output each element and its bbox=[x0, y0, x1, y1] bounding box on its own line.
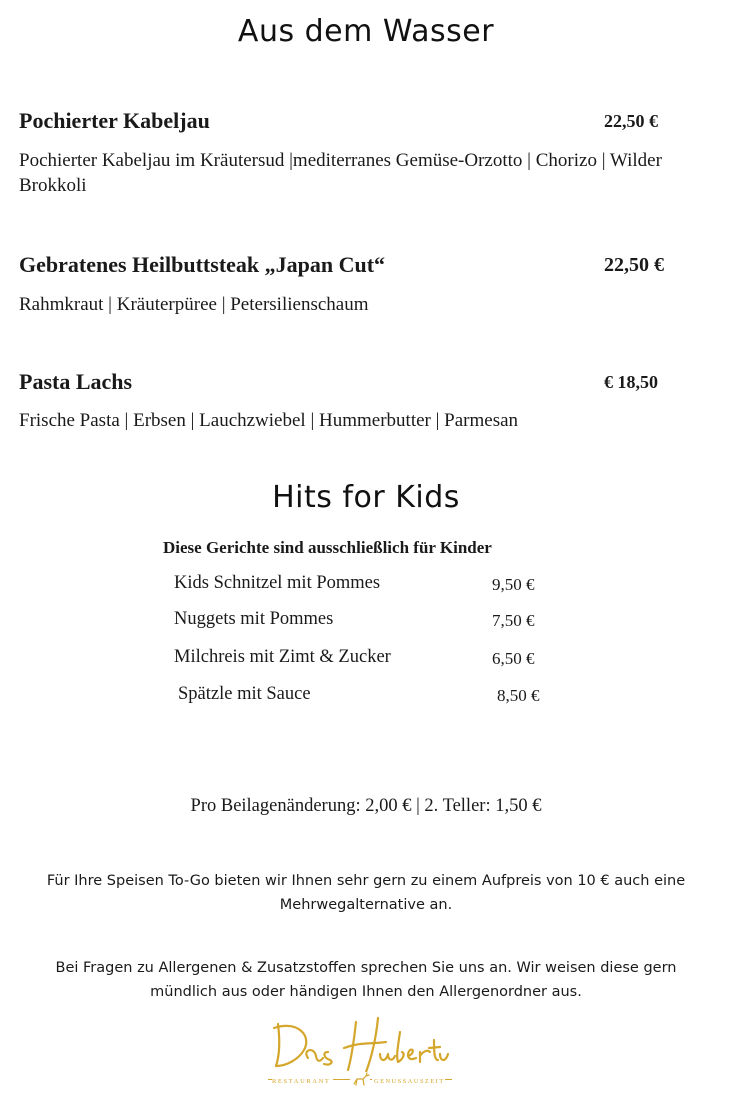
deer-icon bbox=[350, 1072, 370, 1088]
kids-item-price: 7,50 € bbox=[492, 611, 535, 630]
kids-item-price: 6,50 € bbox=[492, 649, 535, 668]
allergen-note: Bei Fragen zu Allergenen & Zusatzstoffen sprechen Sie uns an. Wir weisen diese gern mündlich aus oder händigen Ihnen den Allergenordner aus. bbox=[55, 960, 677, 1000]
dish-name: Pochierter Kabeljau bbox=[19, 108, 210, 133]
restaurant-logo bbox=[268, 1010, 452, 1092]
section-title-kids: Hits for Kids bbox=[272, 480, 460, 515]
dish-price: 22,50 € bbox=[604, 254, 664, 276]
togo-note: Für Ihre Speisen To-Go bieten wir Ihnen sehr gern zu einem Aufpreis von 10 € auch eine Mehrwegalternative an. bbox=[46, 873, 686, 913]
kids-subtitle: Diese Gerichte sind ausschließlich für Kinder bbox=[163, 538, 492, 557]
kids-item-name: Kids Schnitzel mit Pommes bbox=[174, 573, 381, 593]
dish-price: € 18,50 bbox=[604, 372, 658, 392]
dish-name: Pasta Lachs bbox=[19, 369, 133, 394]
dish-description: Rahmkraut | Kräuterpüree | Petersilienschaum bbox=[19, 294, 369, 315]
dish-description: Frische Pasta | Erbsen | Lauchzwiebel | Hummerbutter | Parmesan bbox=[19, 410, 519, 431]
kids-item-name: Nuggets mit Pommes bbox=[174, 609, 334, 629]
kids-item-price: 9,50 € bbox=[492, 575, 535, 594]
dish-name: Gebratenes Heilbuttsteak „Japan Cut“ bbox=[19, 252, 386, 277]
dish-description: Pochierter Kabeljau im Kräutersud |mediterranes Gemüse-Orzotto | Chorizo | Wilder Brokkoli bbox=[19, 150, 662, 196]
kids-item-name: Spätzle mit Sauce bbox=[178, 684, 311, 704]
extras-pricing: Pro Beilagenänderung: 2,00 € | 2. Teller: 1,50 € bbox=[190, 796, 542, 816]
section-title-water: Aus dem Wasser bbox=[237, 14, 495, 49]
dish-price: 22,50 € bbox=[604, 111, 658, 131]
kids-item-price: 8,50 € bbox=[497, 686, 540, 705]
kids-item-name: Milchreis mit Zimt & Zucker bbox=[174, 647, 391, 667]
logo-tagline-left: RESTAURANT bbox=[272, 1078, 333, 1085]
logo-tagline-right: GENUSSAUSZEIT bbox=[374, 1078, 445, 1085]
